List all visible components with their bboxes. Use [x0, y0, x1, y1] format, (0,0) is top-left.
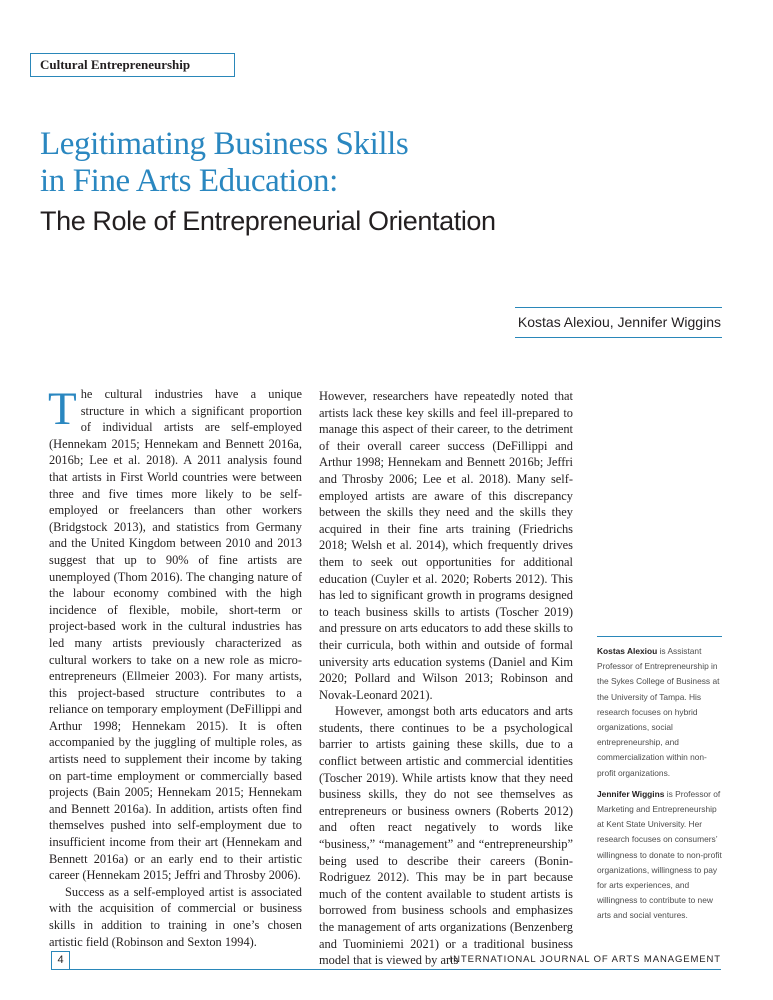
page-number: 4 — [51, 951, 70, 970]
bio-wiggins — [597, 787, 722, 924]
paragraph-1-text: he cultural industries have a unique structure in which a significant proportion of individual artists are self-employed (Hennekam 2015; Hennekam and Bennett 2016a, 2016b; Lee et al. 2018). A 2011 analysis found that artists in First World countries were between three and five times more likely to be self-employed or freelancers than other workers (Bridgstock 2013), and statistics from Germany and the United Kingdom between 2010 and 2013 suggest that up to 90% of fine artists are unemployed (Thom 2016). The changing nature of the labour economy combined with the high incidence of flexible, mobile, short-term or project-based work in the cultural industries has led many artists previously characterized as cultural workers to take on a new role as micro-entrepreneurs (Ellmeier 2003). For many artists, this project-based structure contributes to a reliance on temporary employment (DeFillippi and Arthur 1998; Hennekam 2015). It is often accompanied by the juggling of multiple roles, as artists need to supplement their income by taking on part-time employment or commercially based projects (Bain 2005; Hennekam 2015; Hennekam and Bennett 2016a). In addition, artists often find themselves pushed into self-employment due to insufficient income from their art (Hennekam and Bennett 2016a) or an early end to their artistic career (Hennekam 2015; Jeffri and Throsby 2006). — [49, 387, 302, 883]
paragraph-4: However, amongst both arts educators and arts students, there continues to be a psychological barrier to artists gaining these skills, due to a conflict between artistic and commercial identities (Toscher 2019). While artists know that they need business skills, they do not see themselves as entrepreneurs or business owners (Roberts 2012) and often react negatively to words like “business,” “management” and “entrepreneurship” being used to describe their careers (Bonin-Rodriguez 2012). This may be in part because much of the content available to student artists is borrowed from business schools and emphasizes the management of arts organizations (Benzenberg and Tuominiemi 2021) or a traditional business model that is viewed by arts — [319, 704, 573, 968]
bio-rule — [597, 636, 722, 637]
bio-name-wiggins: Jennifer Wiggins — [597, 788, 665, 799]
body-column-2 — [319, 388, 573, 969]
paragraph-2: Success as a self-employed artist is associated with the acquisition of commercial or business skills in addition to training in one’s chosen artistic field (Robinson and Sexton 1994). — [49, 884, 302, 949]
drop-cap: T — [48, 383, 77, 435]
bio-text-alexiou: is Assistant Professor of Entrepreneurship in the Sykes College of Business at the University of Tampa. His research focuses on hybrid organizations, social entrepreneurship, and commercialization within non-profit organizations. — [597, 646, 720, 778]
title-line-2: in Fine Arts Education: — [40, 163, 338, 199]
paragraph-3: However, researchers have repeatedly noted that artists lack these key skills and feel ill-prepared to manage this aspect of their career, to the detriment of their overall career success (DeFillippi and Arthur 1998; Hennekam and Bennett 2016b; Jeffri and Throsby 2006; Lee et al. 2018). Many self-employed artists are aware of this discrepancy between the skills they need and the skills they acquired in their fine arts training (Friedrichs 2018; Welsh et al. 2014), which frequently drives them to seek out opportunities for additional education (Cuyler et al. 2020; Roberts 2012). This has led to significant growth in programs designed to teach business skills to artists (Toscher 2019) and pressure on arts educators to add these skills to their curricula, both within and outside of formal university arts education systems (Daniel and Kim 2020; Pollard and Wilson 2013; Robinson and Novak-Leonard 2021). — [319, 389, 573, 702]
section-label: Cultural Entrepreneurship — [40, 57, 191, 72]
section-tag — [30, 53, 235, 77]
title-line-1: Legitimating Business Skills — [40, 126, 409, 162]
author-rule-bottom — [515, 337, 722, 338]
journal-name: INTERNATIONAL JOURNAL OF ARTS MANAGEMENT — [449, 954, 721, 965]
article-title — [40, 126, 600, 200]
bio-name-alexiou: Kostas Alexiou — [597, 646, 658, 656]
bio-text-wiggins: is Professor of Marketing and Entrepreneurship at Kent State University. Her research focuses on consumers’ willingness to donate to non-profit organizations, willingness to pay for arts experiences, and willingness to contribute to new arts and social ventures. — [597, 788, 722, 921]
bio-alexiou — [597, 644, 722, 781]
author-byline: Kostas Alexiou, Jennifer Wiggins — [517, 314, 721, 330]
body-column-1 — [48, 383, 302, 950]
author-bios — [597, 644, 722, 930]
author-rule-top — [515, 307, 722, 308]
article-subtitle: The Role of Entrepreneurial Orientation — [40, 206, 496, 236]
paragraph-1 — [48, 383, 302, 884]
footer-rule — [51, 969, 721, 970]
